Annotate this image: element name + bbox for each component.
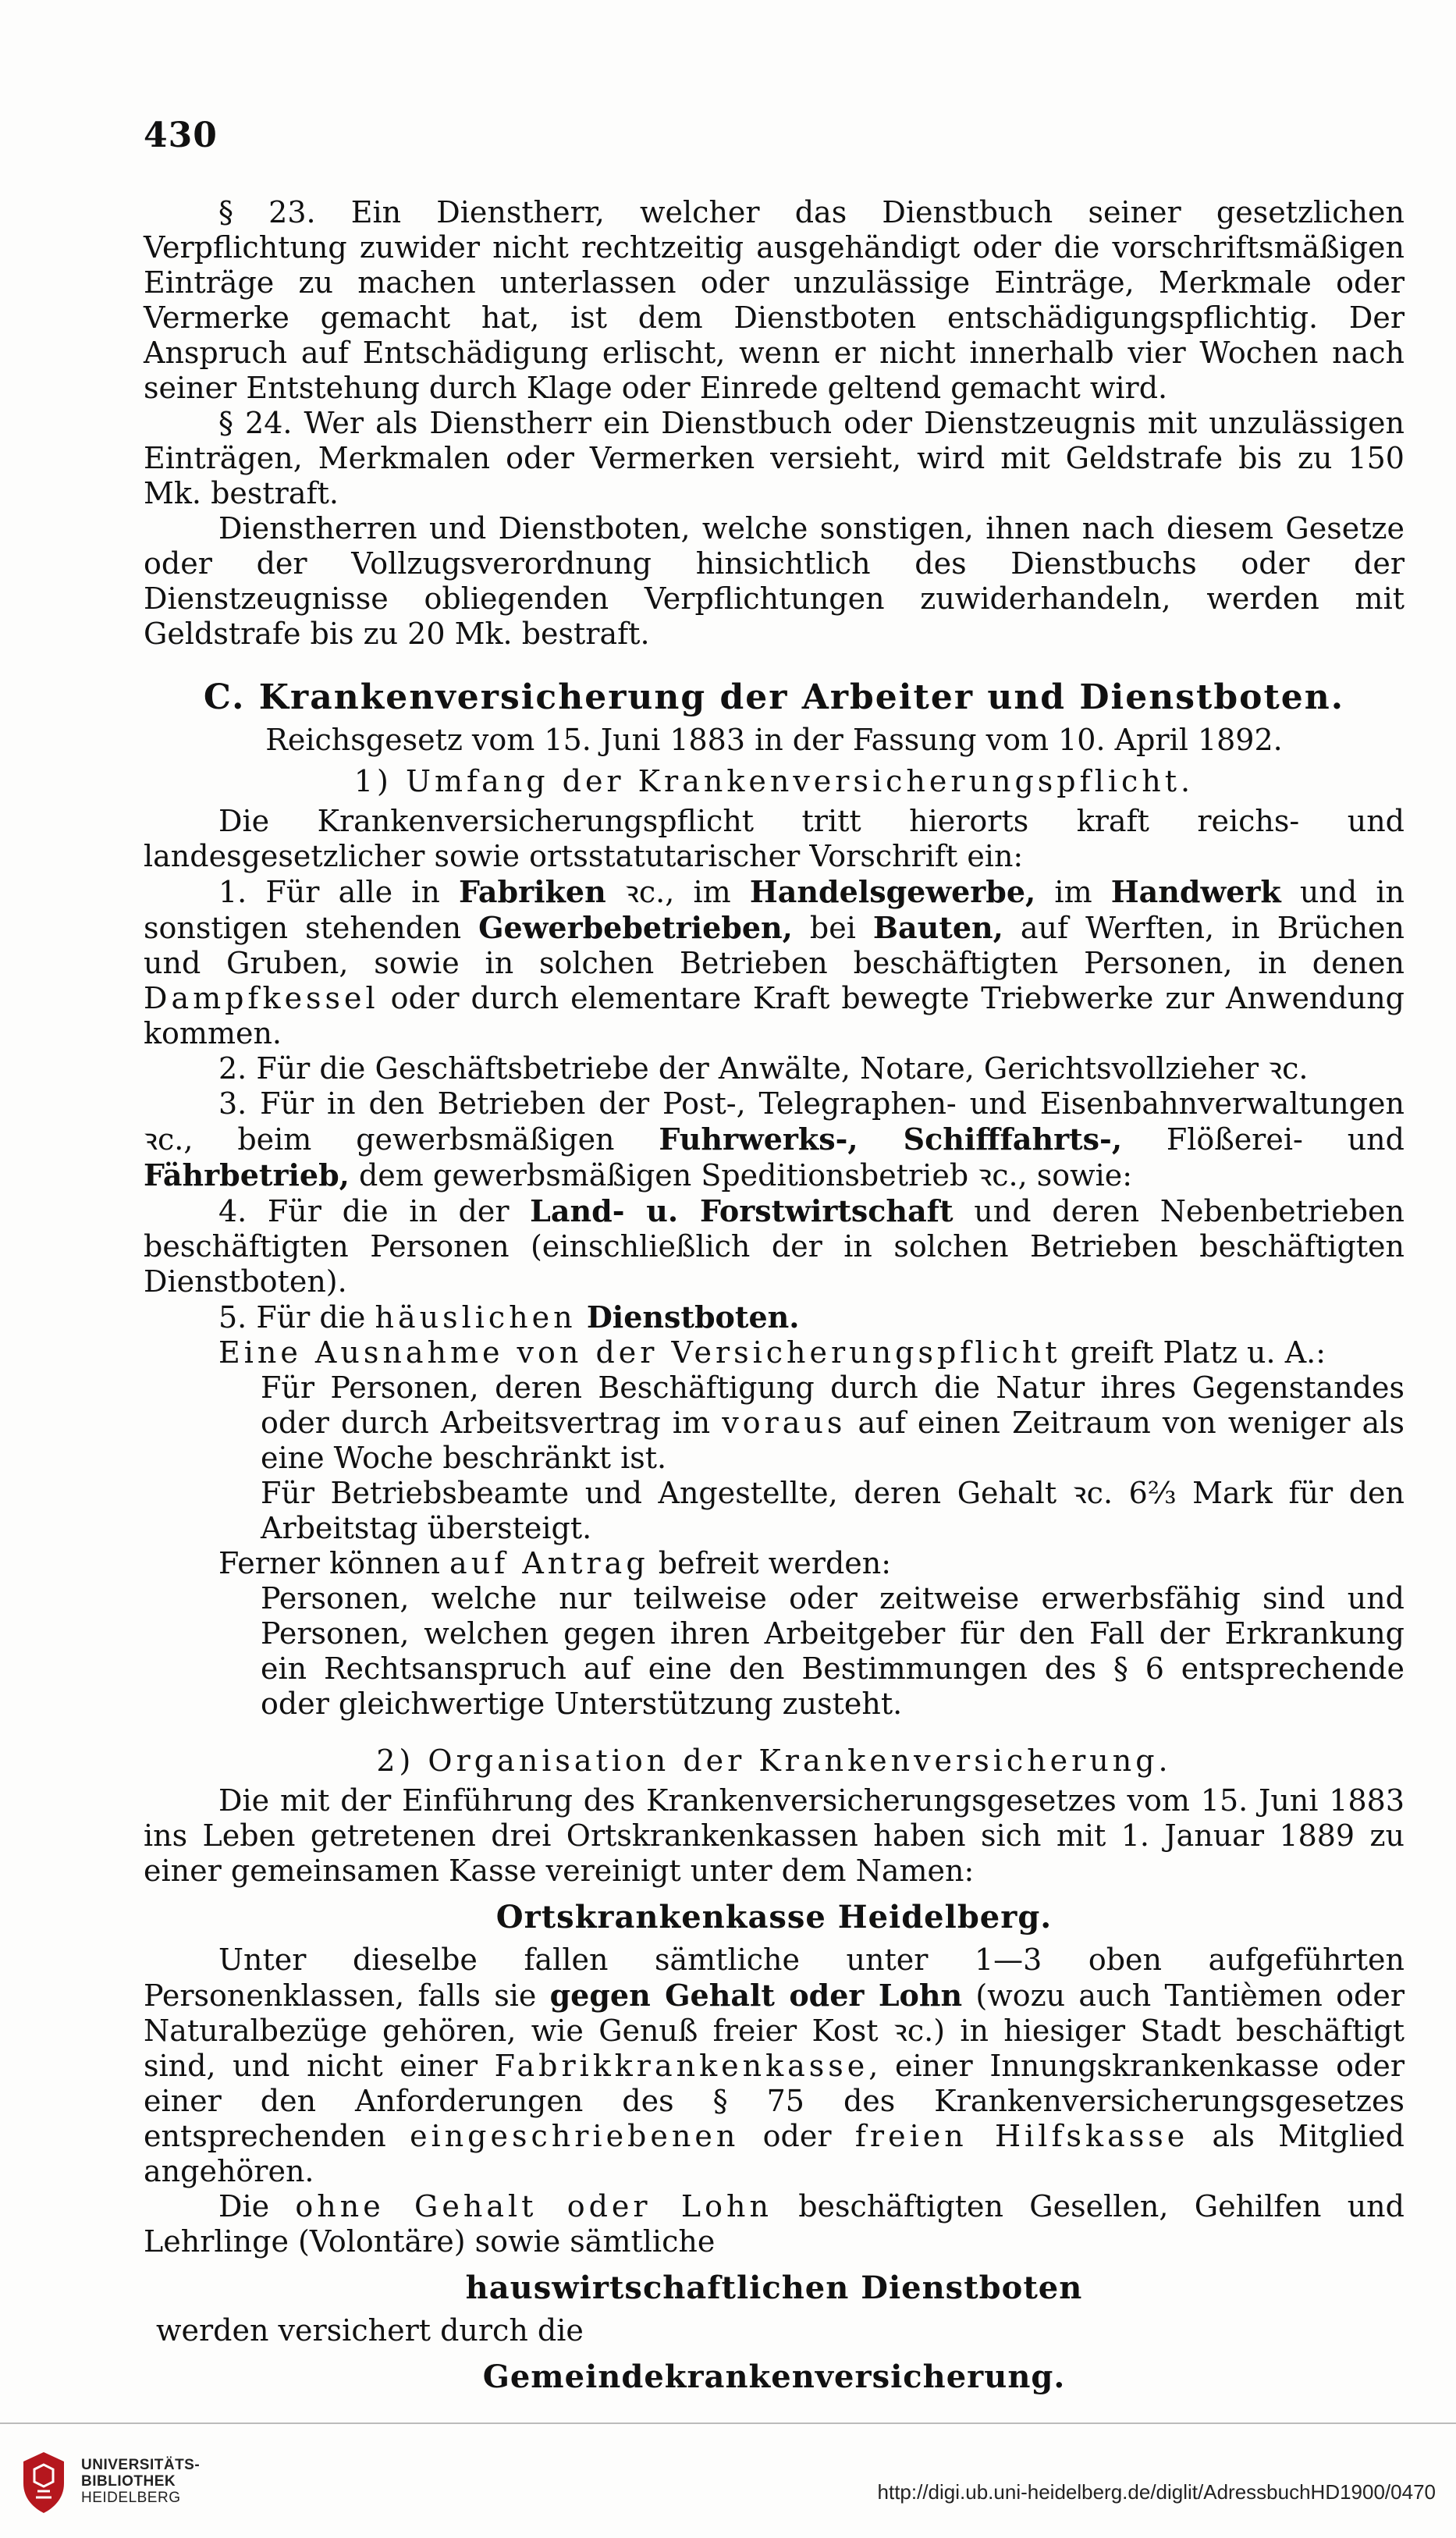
unpaid-paragraph: Die ohne Gehalt oder Lohn beschäftigten Gesellen, Gehilfen und Lehrlinge (Volontäre) sowie sämtliche: [144, 2189, 1405, 2259]
community-insurance-heading: Gemeindekrankenversicherung.: [482, 2358, 1066, 2395]
list-item-1: 1. Für alle in Fabriken ꝛc., im Handelsgewerbe, im Handwerk und in sonstigen stehenden Gewerbebetrieben, bei Bauten, auf Werften, in Brüchen und Gruben, sowie in solchen Betrieben beschäftigten Personen, in denen Dampfkessel oder durch elementare Kraft bewegte Triebwerke zur Anwendung kommen.: [144, 874, 1405, 1050]
exception-intro: Eine Ausnahme von der Versicherungspflicht greift Platz u. A.:: [218, 1335, 1326, 1370]
list-item-2: 2. Für die Geschäftsbetriebe der Anwälte, Notare, Gerichtsvollzieher ꝛc.: [218, 1051, 1309, 1086]
list-item-3: 3. Für in den Betrieben der Post-, Telegraphen- und Eisenbahnverwaltungen ꝛc., beim gewerbsmäßigen Fuhrwerks-, Schifffahrts-, Flößerei- und Fährbetrieb, dem gewerbsmäßigen Speditionsbetrieb ꝛc., sowie:: [144, 1086, 1405, 1193]
subsection-1-heading: 1) Umfang der Krankenversicherungspflicht.: [353, 764, 1195, 798]
paragraph-section-23: § 23. Ein Dienstherr, welcher das Dienstbuch seiner gesetzlichen Verpflichtung zuwider nicht rechtzeitig ausgehändigt oder die vorschriftsmäßigen Einträge zu machen unterlassen oder unzulässige Einträge, Merkmale oder Vermerke gemacht hat, ist dem Dienstboten entschädigungspflichtig. Der Anspruch auf Entschädigung erlischt, wenn er nicht innerhalb vier Wochen nach seiner Entstehung durch Klage oder Einrede geltend gemacht wird.: [144, 195, 1405, 405]
organisation-paragraph: Die mit der Einführung des Krankenversicherungsgesetzes vom 15. Juni 1883 ins Leben getretenen drei Ortskrankenkassen haben sich mit 1. Januar 1889 zu einer gemeinsamen Kasse vereinigt unter dem Namen:: [144, 1783, 1405, 1888]
exception-short-term: Für Personen, deren Beschäftigung durch die Natur ihres Gegenstandes oder durch Arbeitsvertrag im voraus auf einen Zeitraum von weniger als eine Woche beschränkt ist.: [261, 1370, 1405, 1475]
section-c-subtitle: Reichsgesetz vom 15. Juni 1883 in der Fassung vom 10. April 1892.: [265, 723, 1283, 757]
paragraph-section-24: § 24. Wer als Dienstherr ein Dienstbuch oder Dienstzeugnis mit unzulässigen Einträgen, Merkmalen oder Vermerken versieht, wird mit Geldstrafe bis zu 150 Mk. bestraft.: [144, 406, 1405, 510]
insured-by-line: werden versichert durch die: [156, 2313, 584, 2348]
list-item-5: 5. Für die häuslichen Dienstboten.: [218, 1299, 800, 1335]
kasse-name: Ortskrankenkasse Heidelberg.: [495, 1899, 1053, 1935]
library-name: UNIVERSITÄTS- BIBLIOTHEK HEIDELBERG: [81, 2457, 201, 2506]
insurance-intro: Die Krankenversicherungspflicht tritt hierorts kraft reichs- und landesgesetzlicher sowie ortsstatutarischer Vorschrift ein:: [144, 804, 1405, 873]
page-body: [144, 195, 1405, 2402]
list-item-4: 4. Für die in der Land- u. Forstwirtschaft und deren Nebenbetrieben beschäftigten Personen (einschließlich der in solchen Betrieben beschäftigten Dienstboten).: [144, 1193, 1405, 1299]
page-footer: [0, 2422, 1456, 2538]
exception-officials: Für Betriebsbeamte und Angestellte, deren Gehalt ꝛc. 6⅔ Mark für den Arbeitstag übersteigt.: [261, 1476, 1405, 1545]
exemption-partial: Personen, welche nur teilweise oder zeitweise erwerbsfähig sind und Personen, welchen gegen ihren Arbeitgeber für den Fall der Erkrankung ein Rechtsanspruch auf eine den Bestimmungen des § 6 entsprechende oder gleichwertige Unterstützung zusteht.: [261, 1581, 1405, 1721]
household-servants-heading: hauswirtschaftlichen Dienstboten: [465, 2270, 1083, 2306]
section-c-heading: C. Krankenversicherung der Arbeiter und Dienstboten.: [203, 677, 1345, 717]
exemption-intro: Ferner können auf Antrag befreit werden:: [218, 1546, 892, 1580]
library-seal-icon: [19, 2451, 69, 2515]
members-paragraph: Unter dieselbe fallen sämtliche unter 1—3 oben aufgeführten Personenklassen, falls sie gegen Gehalt oder Lohn (wozu auch Tantièmen oder Naturalbezüge gehören, wie Genuß freier Kost ꝛc.) in hiesiger Stadt beschäftigt sind, und nicht einer Fabrikkrankenkasse, einer Innungskrankenkasse oder einer den Anforderungen des § 75 des Krankenversicherungsgesetzes entsprechenden eingeschriebenen oder freien Hilfskasse als Mitglied angehören.: [144, 1943, 1405, 2188]
page-number: 430: [144, 116, 218, 155]
subsection-2-heading: 2) Organisation der Krankenversicherung.: [376, 1744, 1172, 1778]
footer-divider: [0, 2422, 1456, 2424]
paragraph-penalty: Dienstherren und Dienstboten, welche sonstigen, ihnen nach diesem Gesetze oder der Vollzugsverordnung hinsichtlich des Dienstbuchs oder der Dienstzeugnisse obliegenden Verpflichtungen zuwiderhandeln, werden mit Geldstrafe bis zu 20 Mk. bestraft.: [144, 511, 1405, 651]
source-url-link[interactable]: http://digi.ub.uni-heidelberg.de/diglit/AdressbuchHD1900/0470: [877, 2480, 1436, 2504]
